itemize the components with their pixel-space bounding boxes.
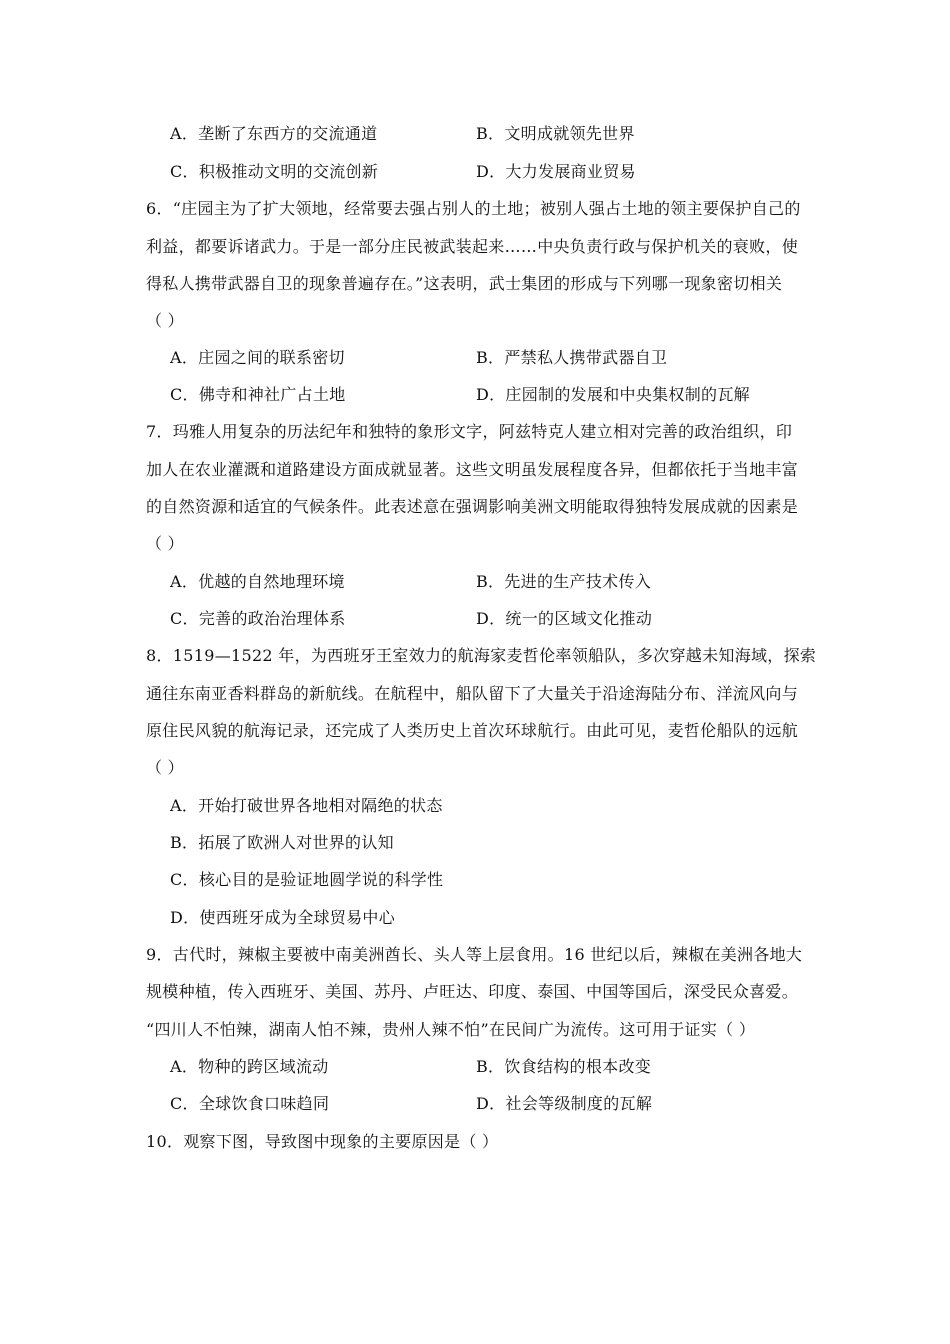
q6-stem-line-1: 6．“庄园主为了扩大领地，经常要去强占别人的土地；被别人强占土地的领主要保护自己的 bbox=[146, 199, 801, 218]
q7-option-c: C．完善的政治治理体系 bbox=[170, 609, 346, 628]
q8-option-d: D．使西班牙成为全球贸易中心 bbox=[170, 908, 396, 927]
q10-stem-line-1: 10．观察下图，导致图中现象的主要原因是（ ） bbox=[146, 1132, 499, 1151]
q5-option-b: B．文明成就领先世界 bbox=[476, 124, 635, 143]
q6-option-a: A．庄园之间的联系密切 bbox=[170, 348, 345, 367]
q7-answer-blank: （ ） bbox=[146, 534, 184, 553]
q9-stem-line-3: “四川人不怕辣，湖南人怕不辣，贵州人辣不怕”在民间广为流传。这可用于证实（ ） bbox=[146, 1020, 756, 1039]
q6-option-c: C．佛寺和神社广占土地 bbox=[170, 385, 346, 404]
q5-option-c: C．积极推动文明的交流创新 bbox=[170, 162, 379, 181]
q6-option-d: D．庄园制的发展和中央集权制的瓦解 bbox=[476, 385, 750, 404]
q7-stem-line-2: 加人在农业灌溉和道路建设方面成就显著。这些文明虽发展程度各异，但都依托于当地丰富 bbox=[146, 460, 799, 479]
q9-option-a: A．物种的跨区域流动 bbox=[170, 1057, 329, 1076]
q7-stem-line-1: 7．玛雅人用复杂的历法纪年和独特的象形文字，阿兹特克人建立相对完善的政治组织，印 bbox=[146, 422, 793, 441]
q8-stem-line-3: 原住民风貌的航海记录，还完成了人类历史上首次环球航行。由此可见，麦哲伦船队的远航 bbox=[146, 721, 799, 740]
q7-stem-line-3: 的自然资源和适宜的气候条件。此表述意在强调影响美洲文明能取得独特发展成就的因素是 bbox=[146, 497, 799, 516]
q5-option-d: D．大力发展商业贸易 bbox=[476, 162, 636, 181]
q6-answer-blank: （ ） bbox=[146, 311, 184, 330]
q8-option-a: A．开始打破世界各地相对隔绝的状态 bbox=[170, 796, 443, 815]
q9-stem-line-2: 规模种植，传入西班牙、美国、苏丹、卢旺达、印度、泰国、中国等国后，深受民众喜爱。 bbox=[146, 982, 799, 1001]
q7-option-a: A．优越的自然地理环境 bbox=[170, 572, 345, 591]
q8-answer-blank: （ ） bbox=[146, 758, 184, 777]
q8-stem-line-2: 通往东南亚香料群岛的新航线。在航程中，船队留下了大量关于沿途海陆分布、洋流风向与 bbox=[146, 684, 799, 703]
q7-option-d: D．统一的区域文化推动 bbox=[476, 609, 653, 628]
q8-stem-line-1: 8．1519—1522 年，为西班牙王室效力的航海家麦哲伦率领船队，多次穿越未知海域，探索 bbox=[146, 646, 817, 665]
q9-option-c: C．全球饮食口味趋同 bbox=[170, 1094, 330, 1113]
q9-option-b: B．饮食结构的根本改变 bbox=[476, 1057, 652, 1076]
q5-option-a: A．垄断了东西方的交流通道 bbox=[170, 124, 378, 143]
q6-stem-line-3: 得私人携带武器自卫的现象普遍存在。”这表明，武士集团的形成与下列哪一现象密切相关 bbox=[146, 274, 783, 293]
q6-option-b: B．严禁私人携带武器自卫 bbox=[476, 348, 668, 367]
q9-option-d: D．社会等级制度的瓦解 bbox=[476, 1094, 653, 1113]
q9-stem-line-1: 9．古代时，辣椒主要被中南美洲酋长、头人等上层食用。16 世纪以后，辣椒在美洲各地大 bbox=[146, 945, 803, 964]
q8-option-b: B．拓展了欧洲人对世界的认知 bbox=[170, 833, 394, 852]
q7-option-b: B．先进的生产技术传入 bbox=[476, 572, 652, 591]
q8-option-c: C．核心目的是验证地圆学说的科学性 bbox=[170, 870, 444, 889]
q6-stem-line-2: 利益，都要诉诸武力。于是一部分庄民被武装起来……中央负责行政与保护机关的衰败，使 bbox=[146, 237, 799, 256]
